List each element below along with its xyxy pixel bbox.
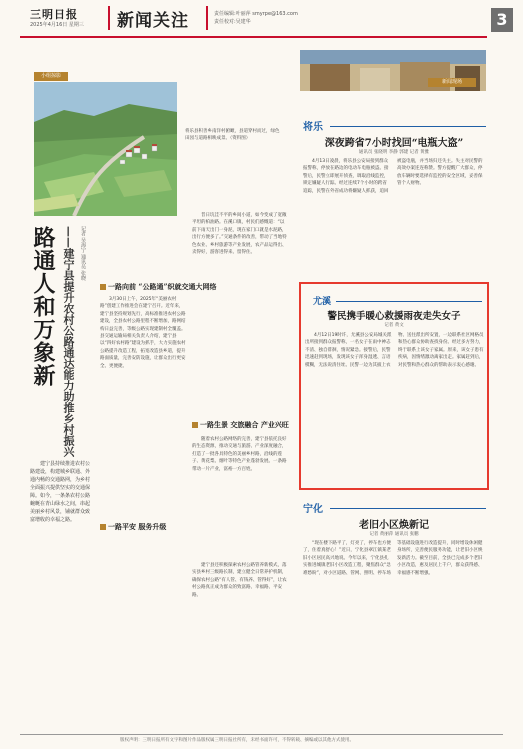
divider-bar bbox=[108, 6, 110, 30]
region-rule bbox=[330, 126, 486, 127]
newspaper-logo: 三明日报 bbox=[30, 8, 78, 21]
story-byline: 记者 黄文 bbox=[384, 323, 404, 328]
subhead-2-text: 一路生景 交旅融合 产业兴旺 bbox=[200, 420, 289, 429]
header-rule bbox=[20, 36, 487, 38]
story-byline: 记者 黄丽萍 通讯员 张鹏 bbox=[369, 532, 419, 537]
feature-byline: 记者 吴海宁 通讯员 张晓 bbox=[80, 226, 86, 281]
section-title: 新闻关注 bbox=[117, 11, 189, 31]
feature-column-1: 3月30日上午，2025年“美丽农村路”创建工作推进会在建宁召开。近年来，建宁县坚持规划先行，高标准推进农村公路建设，全县农村公路里程不断增加，路网结构日益完善，等级公路实现建制村全覆盖。县交通运输局相关负责人介绍，建宁县以“四好农村路”建设为抓手，大力实施农村公路提升改造工程，拓宽改造县乡道，提升路面质量，完善安防设施，让群众出行更安全、更便捷。 bbox=[100, 297, 186, 369]
section-marker-icon bbox=[192, 422, 198, 428]
story-title: 老旧小区焕新记 bbox=[359, 520, 429, 531]
region-rule bbox=[330, 508, 486, 509]
subhead-1-text: 一路向前 “公路通”织就交通大网络 bbox=[108, 282, 217, 291]
section-marker-icon bbox=[100, 524, 106, 530]
story-byline: 通讯员 张晓明 李静 郭建 记者 黄雅 bbox=[358, 150, 430, 155]
region-tag: 将乐 bbox=[303, 122, 323, 133]
proofreader-line: 责任校对:吴建华 bbox=[214, 19, 251, 25]
page-number: 3 bbox=[491, 8, 513, 32]
issue-date: 2025年4月16日 星期三 bbox=[30, 22, 84, 28]
feature-intro: 建宁县持续推进农村公路建设，构建城乡联通、外通内畅的交通路网，为乡村全面振兴提供坚实的交通保障。如今，一条条农村公路蜿蜒在青山绿水之间，串起美丽乡村风景，铺就群众致富增收的幸福之路。 bbox=[30, 461, 90, 523]
feature-intro-box bbox=[30, 460, 90, 710]
feature-column-2: 昔日坑洼不平的乡间小道，如今变成了宽敞平坦的柏油路。在溪口镇，村民们感慨道：“以前下雨天出门一身泥，现在家门口就是水泥路，出行方便多了。”交通条件的改善，带动了当地特色农业、乡村旅游等产业发展，农产品运得出、卖得好，游客进得来、留得住。 bbox=[192, 213, 287, 256]
section-marker-icon bbox=[100, 284, 106, 290]
masthead bbox=[0, 0, 523, 40]
story-body: “现在楼下路平了，灯亮了，停车也方便了，住着真舒心！”近日，宁化县翠江镇某老旧小区居民高兴地说。今年以来，宁化县扎实推进城镇老旧小区改造工程，聚焦群众“急难愁盼”，对小区道路、管网、照明、停车场等基础设施进行改造提升，同时增设休闲健身场所，完善便民服务功能，让老旧小区焕发新活力。截至目前，全县已完成多个老旧小区改造，惠及居民上千户，群众获得感、幸福感不断增强。 bbox=[303, 541, 483, 576]
photo-label: 小组掠影 bbox=[34, 72, 68, 81]
subhead-3 bbox=[100, 522, 166, 532]
story-body: 4月12日19时许，尤溪县公安局城关派出所接到群众报警称，一名女子在雨中神志不清、独自徘徊，情况紧急。接警后，民警迅速赶到现场，发现该女子浑身湿透、言语模糊，无法说清住址。民警一边为其披上衣物、送往派出所安置，一边联系社区网格员和热心群众协助查找身份。经过多方努力，终于联系上该女子家属。原来，该女子患有疾病，因情绪激动离家出走。家属赶到后，对民警和热心群众的帮助表示衷心感谢。 bbox=[305, 333, 484, 368]
divider-bar bbox=[206, 6, 208, 30]
footer-rule bbox=[20, 734, 503, 735]
editor-line: 责任编辑:叶丽萍 smyrpe@163.com bbox=[214, 11, 298, 17]
story-body: 4月13日凌晨，将乐县公安局接到群众报警称，停放在路边的电动车电瓶被盗。接警后，民警立即展开侦查，调取沿线监控，锁定嫌疑人行踪。经过连续7个小时的跨省追踪，民警在外省成功将嫌疑人抓获，追回被盗电瓶，并当场归还失主。失主对民警的高效办案连连称赞。警方提醒广大群众，停放车辆时要选择有监控的安全区域，妥善保管个人财物。 bbox=[303, 159, 483, 194]
subhead-2 bbox=[192, 420, 289, 430]
feature-column-4: 建宁县还积极探索农村公路管养新模式，落实县乡村三级路长制，建立健全日常养护机制，确保农村公路“有人管、有钱养、管得好”，让农村公路真正成为群众的致富路、幸福路、平安路。 bbox=[192, 563, 287, 598]
feature-headline: 路通人和万象新 bbox=[30, 226, 56, 387]
region-rule bbox=[336, 301, 482, 302]
editor-info bbox=[214, 10, 298, 26]
feature-subhead: ——建宁县提升农村公路通达能力助推乡村振兴 bbox=[62, 226, 75, 457]
story-title: 警民携手暖心救援雨夜走失女子 bbox=[327, 311, 461, 322]
photo-caption: 将乐县积善乡南洋村俯瞰，县道穿村而过，绿色田园与道路相映成景。（资料图） bbox=[185, 129, 280, 141]
copyright-footer: 版权声明：三明日报所有文字和图片作品版权属三明日报社所有，未经书面许可，不得转载、摘编或以其他方式使用。 bbox=[120, 738, 354, 743]
region-tag: 尤溪 bbox=[313, 297, 332, 307]
photo-label: 新闻现场 bbox=[428, 78, 476, 87]
feature-column-3: 随着农村公路网络的完善，建宁县依托良好的生态资源，推动交通与旅游、产业深度融合，打造了一批各具特色的美丽乡村路，沿线的莲子、黄花梨、烟叶等特色产业蓬勃发展。一条路带动一片产业，富裕一方百姓。 bbox=[192, 437, 287, 472]
subhead-3-text: 一路平安 服务升级 bbox=[108, 522, 167, 531]
region-tag: 宁化 bbox=[303, 504, 323, 515]
story-title: 深夜跨省7小时找回“电瓶大盗” bbox=[324, 138, 464, 149]
aerial-photo bbox=[34, 82, 177, 216]
